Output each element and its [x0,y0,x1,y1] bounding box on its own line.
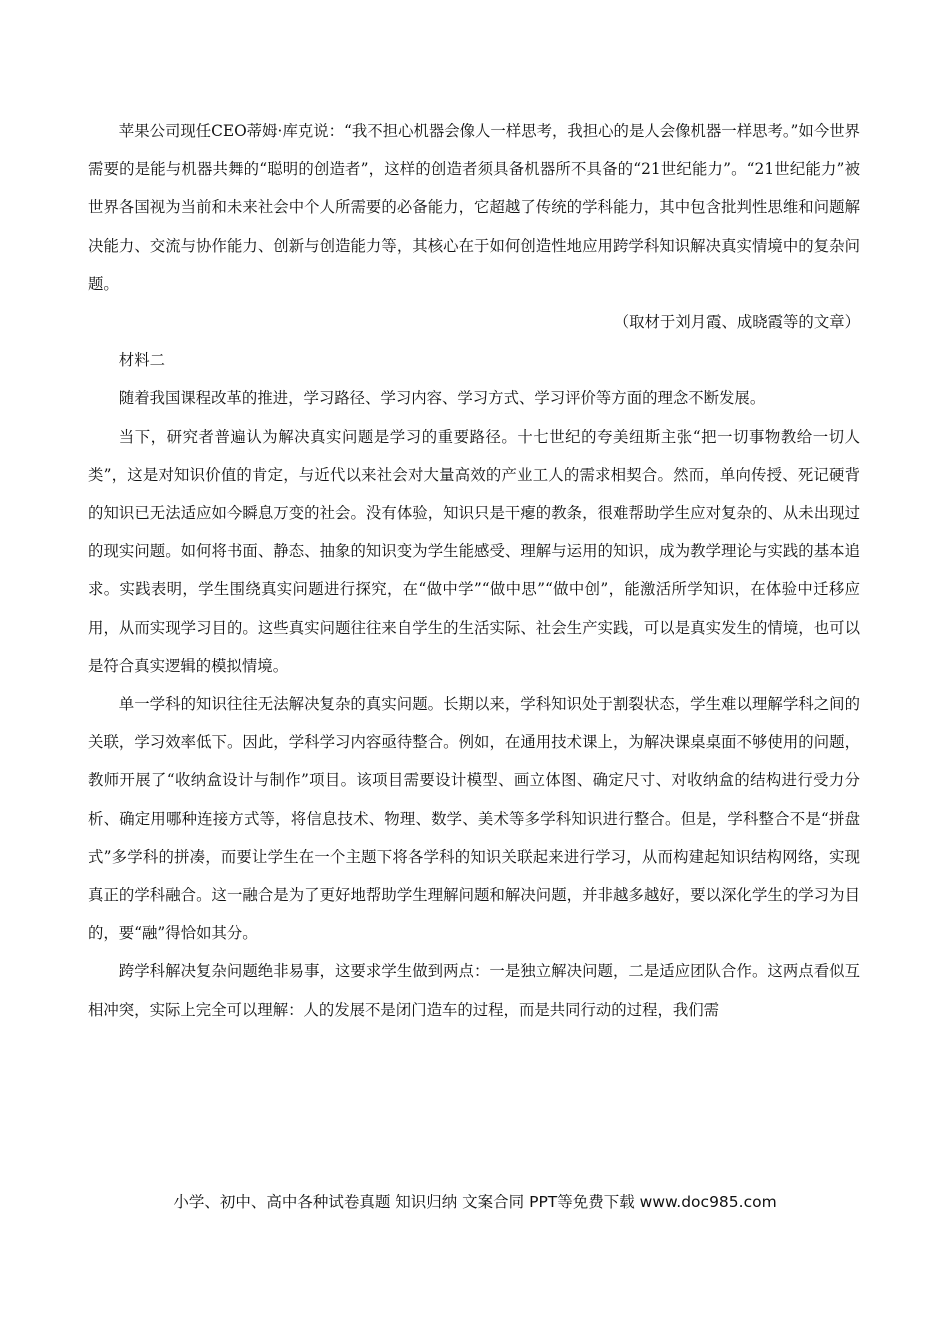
section-heading: 材料二 [118,351,165,370]
paragraph: 单一学科的知识往往无法解决复杂的真实问题。长期以来，学科知识处于割裂状态，学生难以理解学科之间的关联，学习效率低下。因此，学科学习内容亟待整合。例如，在通用技术课上，为解决课桌桌面不够使用的问题，教师开展了“收纳盒设计与制作”项目。该项目需要设计模型、画立体图、确定尺寸、对收纳盒的结构进行受力分析、确定用哪种连接方式等，将信息技术、物理、数学、美术等多学科知识进行整合。但是，学科整合不是“拼盘式”多学科的拼凑，而要让学生在一个主题下将各学科的知识关联起来进行学习，从而构建起知识结构网络，实现真正的学科融合。这一融合是为了更好地帮助学生理解问题和解决问题，并非越多越好，要以深化学生的学习为目的，要“融”得恰如其分。 [88,695,860,943]
paragraph: 当下，研究者普遍认为解决真实问题是学习的重要路径。十七世纪的夸美纽斯主张“把一切事物教给一切人类”，这是对知识价值的肯定，与近代以来社会对大量高效的产业工人的需求相契合。然而，单向传授、死记硬背的知识已无法适应如今瞬息万变的社会。没有体验，知识只是干瘪的教条，很难帮助学生应对复杂的、从未出现过的现实问题。如何将书面、静态、抽象的知识变为学生能感受、理解与运用的知识，成为教学理论与实践的基本追求。实践表明，学生围绕真实问题进行探究，在“做中学”“做中思”“做中创”，能激活所学知识，在体验中迁移应用，从而实现学习目的。这些真实问题往往来自学生的生活实际、社会生产实践，可以是真实发生的情境，也可以是符合真实逻辑的模拟情境。 [88,427,860,675]
footer-banner[interactable]: 小学、初中、高中各种试卷真题 知识归纳 文案合同 PPT等免费下载 www.doc985.com [173,1193,777,1211]
paragraph: 跨学科解决复杂问题绝非易事，这要求学生做到两点：一是独立解决问题，二是适应团队合作。这两点看似互相冲突，实际上完全可以理解：人的发展不是闭门造车的过程，而是共同行动的过程，我们需 [88,962,860,1019]
paragraph: 随着我国课程改革的推进，学习路径、学习内容、学习方式、学习评价等方面的理念不断发展。 [118,389,766,408]
document-body [88,112,860,1029]
source-note: （取材于刘月霞、成晓霞等的文章） [613,313,860,332]
paragraph-intro: 苹果公司现任CEO蒂姆·库克说：“我不担心机器会像人一样思考，我担心的是人会像机器一样思考。”如今世界需要的是能与机器共舞的“聪明的创造者”，这样的创造者须具备机器所不具备的“21世纪能力”。“21世纪能力”被世界各国视为当前和未来社会中个人所需要的必备能力，它超越了传统的学科能力，其中包含批判性思维和问题解决能力、交流与协作能力、创新与创造能力等，其核心在于如何创造性地应用跨学科知识解决真实情境中的复杂问题。 [88,122,860,293]
